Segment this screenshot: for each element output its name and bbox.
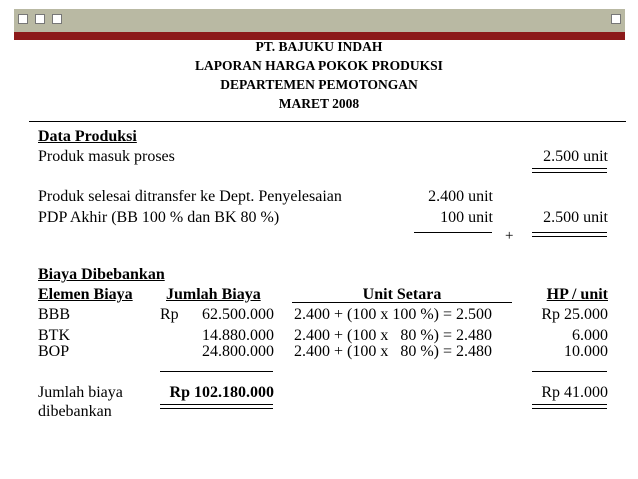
selesai-value: 2.400 unit xyxy=(428,188,493,205)
row-elemen-bbb: BBB xyxy=(38,306,71,323)
plus-sign: + xyxy=(505,228,514,244)
total-hp: Rp 41.000 xyxy=(541,384,608,401)
header-elemen: Elemen Biaya xyxy=(38,286,133,303)
double-underline xyxy=(532,172,607,173)
masuk-label: Produk masuk proses xyxy=(38,148,175,165)
row-jumlah-bbb: 62.500.000 xyxy=(202,306,274,323)
company-name: PT. BAJUKU INDAH xyxy=(255,39,383,54)
row-hp-bbb: Rp 25.000 xyxy=(541,306,608,323)
jumlah-sum-line xyxy=(160,371,273,372)
row-unit-bop: 2.400 + (100 x 80 %) = 2.480 xyxy=(294,343,493,360)
biaya-heading: Biaya Dibebankan xyxy=(38,266,165,283)
double-underline xyxy=(532,408,607,409)
double-underline xyxy=(532,404,607,405)
row-elemen-btk: BTK xyxy=(38,327,70,344)
checkbox-icon xyxy=(52,14,62,24)
row-hp-bop: 10.000 xyxy=(564,343,608,360)
row-rp-bbb: Rp xyxy=(160,306,179,323)
department-name: DEPARTEMEN PEMOTONGAN xyxy=(220,77,418,92)
checkbox-icon xyxy=(611,14,621,24)
row-unit-bbb: 2.400 + (100 x 100 %) = 2.500 xyxy=(294,306,493,323)
hp-sum-line xyxy=(532,371,607,372)
row-unit-btk: 2.400 + (100 x 80 %) = 2.480 xyxy=(294,327,493,344)
checkbox-icon xyxy=(35,14,45,24)
masuk-value: 2.500 unit xyxy=(543,148,608,165)
pdp-label: PDP Akhir (BB 100 % dan BK 80 %) xyxy=(38,209,280,226)
checkbox-icon xyxy=(18,14,28,24)
double-underline xyxy=(160,404,273,405)
sum-line xyxy=(414,232,492,233)
total-value: 2.500 unit xyxy=(543,209,608,226)
report-period: MARET 2008 xyxy=(278,96,360,111)
report-title: LAPORAN HARGA POKOK PRODUKSI xyxy=(195,58,443,73)
title-bar xyxy=(14,9,625,32)
double-underline xyxy=(532,168,607,169)
row-jumlah-bop: 24.800.000 xyxy=(202,343,274,360)
data-produksi-heading: Data Produksi xyxy=(38,128,137,145)
header-jumlah: Jumlah Biaya xyxy=(166,286,261,303)
pdp-value: 100 unit xyxy=(440,209,493,226)
total-jumlah: Rp 102.180.000 xyxy=(169,384,274,401)
total-label-line2: dibebankan xyxy=(38,403,112,420)
total-label-line1: Jumlah biaya xyxy=(38,384,123,401)
row-elemen-bop: BOP xyxy=(38,343,70,360)
header-divider xyxy=(29,121,626,122)
double-underline xyxy=(160,408,273,409)
header-hp: HP / unit xyxy=(546,286,608,303)
selesai-label: Produk selesai ditransfer ke Dept. Penyelesaian xyxy=(38,188,342,205)
double-underline xyxy=(532,232,607,233)
row-jumlah-btk: 14.880.000 xyxy=(202,327,274,344)
row-hp-btk: 6.000 xyxy=(572,327,608,344)
header-unit: Unit Setara xyxy=(362,286,442,303)
double-underline xyxy=(532,236,607,237)
